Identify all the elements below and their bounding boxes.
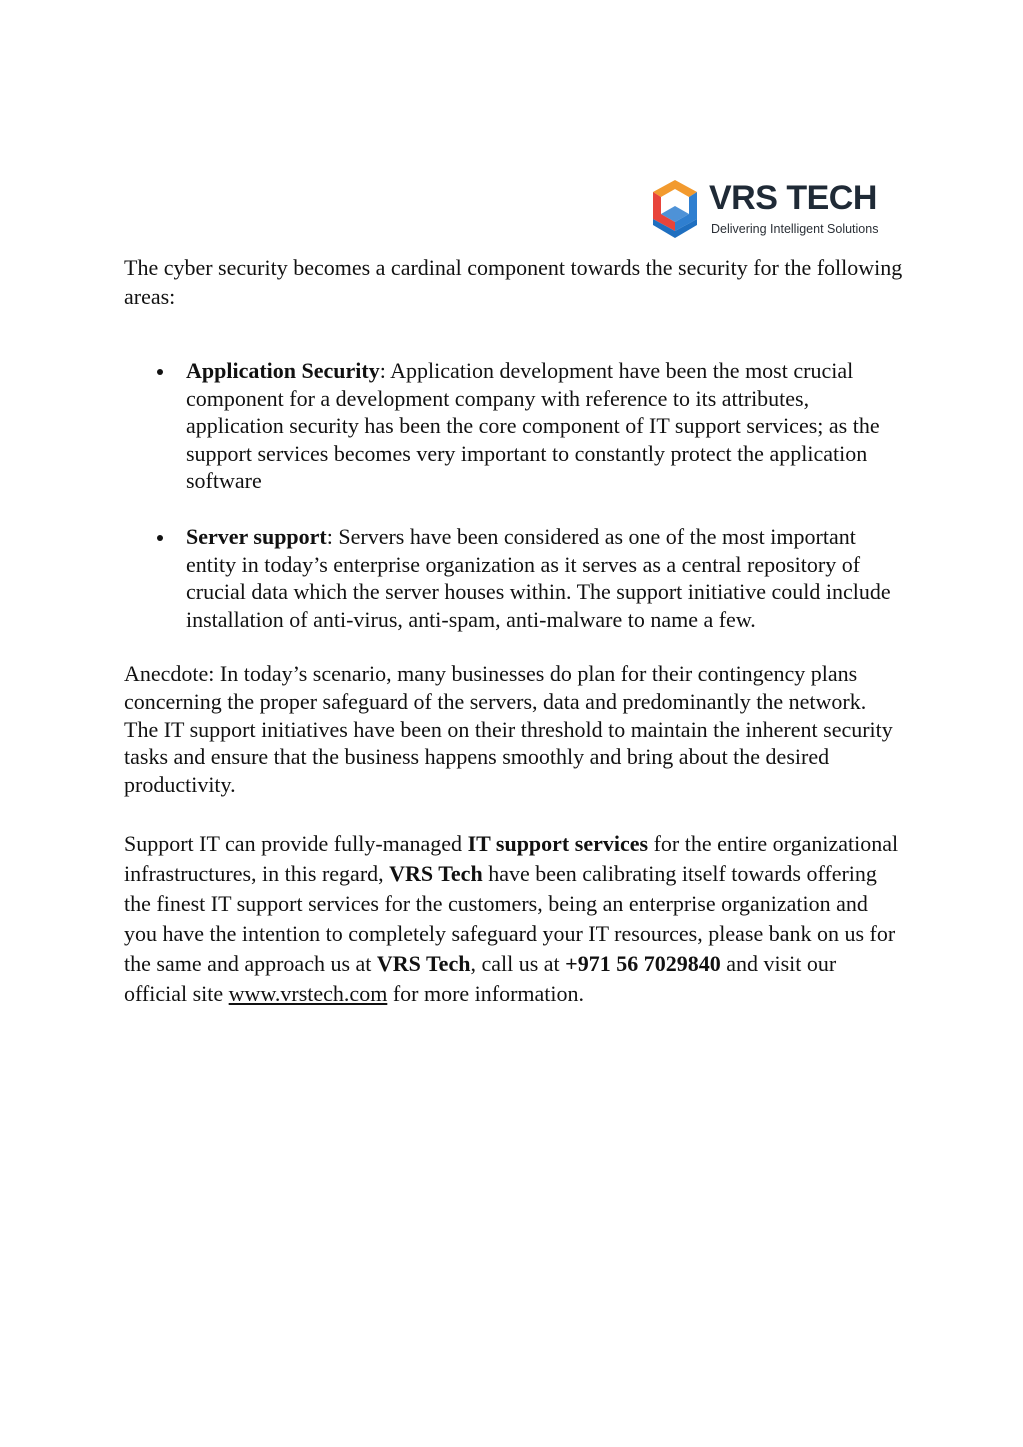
company-name: VRS Tech: [376, 951, 471, 977]
company-name: VRS Tech: [389, 861, 483, 887]
closing-text: have been calibrating itself towards offering the finest IT support services for the customers, being an enterprise organization and you have the intention to completely safeguard your IT resources, please bank on us for the same and approach us at: [124, 861, 896, 977]
bullet-icon: [157, 369, 163, 375]
closing-text: for more information.: [387, 981, 585, 1007]
list-item: [124, 523, 904, 633]
intro-paragraph: The cyber security becomes a cardinal component towards the security for the following areas:: [124, 255, 903, 309]
closing-text: and visit our official site: [124, 951, 837, 1007]
vrs-cube-logo-icon: [645, 178, 705, 240]
website-link[interactable]: www.vrstech.com: [228, 981, 388, 1007]
closing-text: , call us at: [470, 951, 566, 977]
closing-text: for the entire organizational infrastructures, in this regard,: [124, 831, 899, 887]
bullet-term: Application Security: [186, 358, 380, 383]
closing-emphasis: IT support services: [467, 831, 649, 857]
document-body: [124, 253, 904, 1009]
phone-number: +971 56 7029840: [565, 951, 721, 977]
security-areas-list: [124, 357, 904, 633]
closing-text: Support IT can provide fully-managed: [124, 831, 468, 857]
bullet-text: : Servers have been considered as one of the most important entity in today’s enterprise organization as it serves as a central repository of crucial data which the server houses within. The support initiative could include installation of anti-virus, anti-spam, anti-malware to name a few.: [186, 523, 891, 632]
company-logo: [645, 176, 895, 242]
bullet-text: : Application development have been the most crucial component for a development company with reference to its attributes, application security has been the core component of IT support services; as the support services becomes very important to constantly protect the application software: [186, 358, 880, 494]
bullet-term: Server support: [186, 523, 327, 549]
closing-paragraph: [124, 829, 904, 1009]
anecdote-paragraph: Anecdote: In today’s scenario, many businesses do plan for their contingency plans concerning the proper safeguard of the servers, data and predominantly the network. The IT support initiatives have been on their threshold to maintain the inherent security tasks and ensure that the business happens smoothly and bring about the desired productivity.: [124, 661, 893, 797]
list-item: [124, 357, 904, 495]
bullet-icon: [157, 535, 163, 541]
logo-tagline: Delivering Intelligent Solutions: [711, 222, 879, 236]
logo-wordmark: VRS TECH: [709, 179, 877, 217]
